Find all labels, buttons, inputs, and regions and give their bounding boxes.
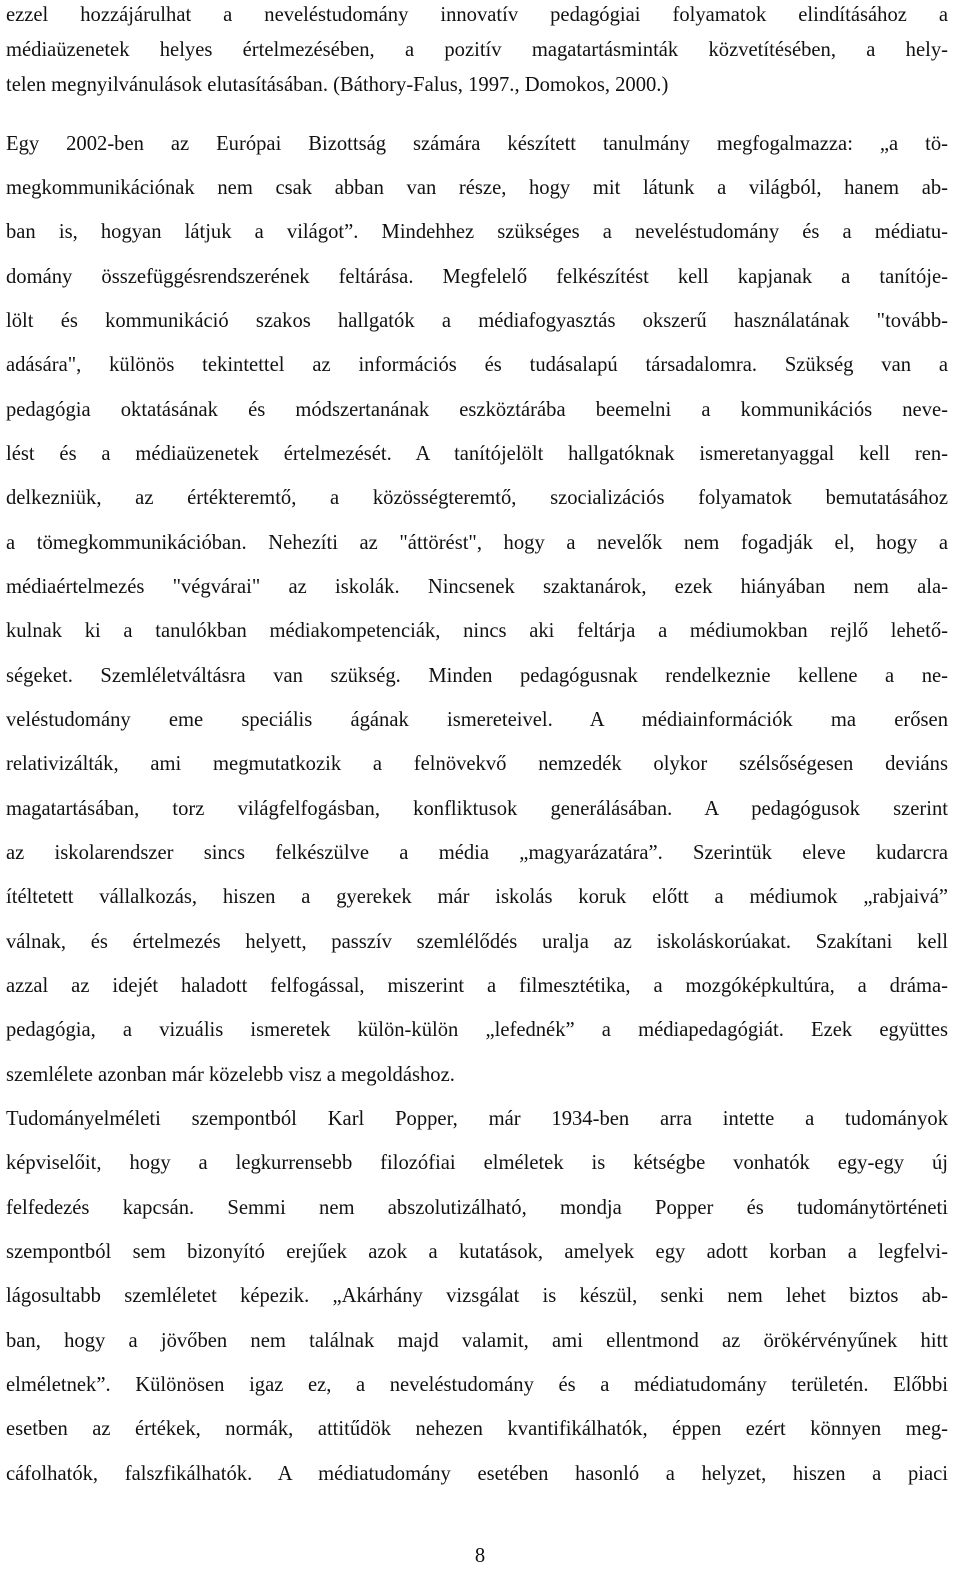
text-line: Egy 2002-ben az Európai Bizottság számára készített tanulmány megfogalmazza: „a tö- <box>6 133 948 155</box>
text-line: médiaértelmezés "végvárai" az iskolák. Nincsenek szaktanárok, ezek hiányában nem ala- <box>6 576 948 598</box>
text-line: lágosultabb szemléletet képezik. „Akárhány vizsgálat is készül, senki nem lehet biztos ab- <box>6 1285 948 1307</box>
text-line: telen megnyilvánulások elutasításában. (Báthory-Falus, 1997., Domokos, 2000.) <box>6 74 669 96</box>
text-line: szempontból sem bizonyító erejűek azok a kutatások, amelyek egy adott korban a legfelvi- <box>6 1241 948 1263</box>
text-line: ségeket. Szemléletváltásra van szükség. Minden pedagógusnak rendelkeznie kellene a ne- <box>6 665 948 687</box>
text-line: ezzel hozzájárulhat a neveléstudomány innovatív pedagógiai folyamatok elindításához a <box>6 4 948 26</box>
text-line: ban, hogy a jövőben nem találnak majd valamit, ami ellentmond az örökérvényűnek hitt <box>6 1330 948 1352</box>
text-line: lést és a médiaüzenetek értelmezését. A tanítójelölt hallgatóknak ismeretanyaggal kell ren- <box>6 443 948 465</box>
text-line: ítéltetett vállalkozás, hiszen a gyerekek már iskolás koruk előtt a médiumok „rabjaivá” <box>6 886 948 908</box>
text-line: megkommunikációnak nem csak abban van része, hogy mit látunk a világból, hanem ab- <box>6 177 948 199</box>
text-line: domány összefüggésrendszerének feltárása. Megfelelő felkészítést kell kapjanak a tanítóje- <box>6 266 948 288</box>
text-line: azzal az idejét haladott felfogással, miszerint a filmesztétika, a mozgóképkultúra, a dráma- <box>6 975 948 997</box>
text-line: az iskolarendszer sincs felkészülve a média „magyarázatára”. Szerintük eleve kudarcra <box>6 842 948 864</box>
text-line: válnak, és értelmezés helyett, passzív szemlélődés uralja az iskoláskorúakat. Szakítani kell <box>6 931 948 953</box>
text-line: kulnak ki a tanulókban médiakompetenciák, nincs aki feltárja a médiumokban rejlő lehető- <box>6 620 948 642</box>
page-number: 8 <box>474 1545 486 1567</box>
text-line: pedagógia oktatásának és módszertanának eszköztárába beemelni a kommunikációs neve- <box>6 399 948 421</box>
text-line: ban is, hogyan látjuk a világot”. Mindehhez szükséges a neveléstudomány és a médiatu- <box>6 221 948 243</box>
text-line: felfedezés kapcsán. Semmi nem abszolutizálható, mondja Popper és tudománytörténeti <box>6 1197 948 1219</box>
text-line: médiaüzenetek helyes értelmezésében, a pozitív magatartásminták közvetítésében, a hely- <box>6 39 948 61</box>
text-line: delkezniük, az értékteremtő, a közösségteremtő, szocializációs folyamatok bemutatásához <box>6 487 948 509</box>
text-line: veléstudomány eme speciális ágának ismereteivel. A médiainformációk ma erősen <box>6 709 948 731</box>
text-line: a tömegkommunikációban. Nehezíti az "áttörést", hogy a nevelők nem fogadják el, hogy a <box>6 532 948 554</box>
text-line: esetben az értékek, normák, attitűdök nehezen kvantifikálhatók, éppen ezért könnyen meg- <box>6 1418 948 1440</box>
text-line: cáfolhatók, falszfikálhatók. A médiatudomány esetében hasonló a helyzet, hiszen a piaci <box>6 1463 948 1485</box>
text-line: képviselőit, hogy a legkurrensebb filozófiai elméletek is kétségbe vonhatók egy-egy új <box>6 1152 948 1174</box>
text-line: szemlélete azonban már közelebb visz a megoldáshoz. <box>6 1064 455 1086</box>
text-line: magatartásában, torz világfelfogásban, konfliktusok generálásában. A pedagógusok szerint <box>6 798 948 820</box>
text-line: relativizálták, ami megmutatkozik a felnövekvő nemzedék olykor szélsőségesen deviáns <box>6 753 948 775</box>
text-line: lölt és kommunikáció szakos hallgatók a médiafogyasztás okszerű használatának "tovább- <box>6 310 948 332</box>
text-line: pedagógia, a vizuális ismeretek külön-külön „lefednék” a médiapedagógiát. Ezek együttes <box>6 1019 948 1041</box>
text-line: adására", különös tekintettel az információs és tudásalapú társadalomra. Szükség van a <box>6 354 948 376</box>
text-line: elméletnek”. Különösen igaz ez, a neveléstudomány és a médiatudomány területén. Előbbi <box>6 1374 948 1396</box>
text-line: Tudományelméleti szempontból Karl Popper, már 1934-ben arra intette a tudományok <box>6 1108 948 1130</box>
